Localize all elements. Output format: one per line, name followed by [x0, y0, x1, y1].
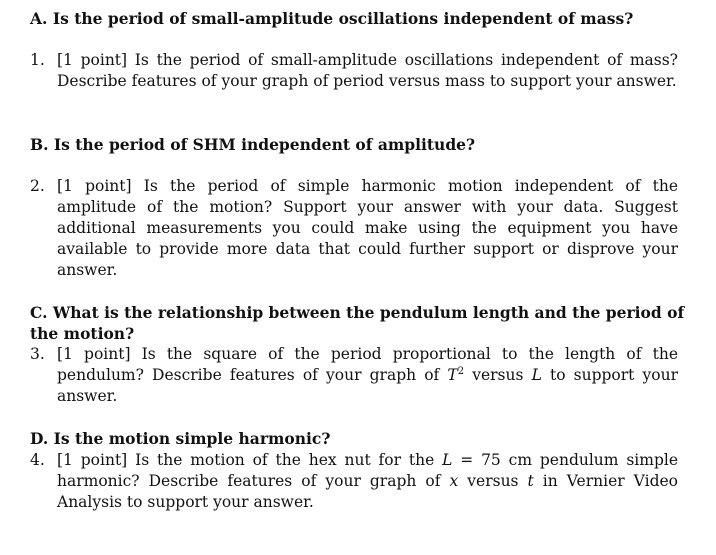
section-b-heading: B. Is the period of SHM independent of amplitude?: [30, 135, 476, 154]
math-x: x: [449, 472, 459, 490]
section-c-heading: C. What is the relationship between the pendulum length and the period of the motion?: [30, 303, 685, 343]
question-1-text: [1 point] Is the period of small-amplitude oscillations independent of mass? Describe features of your graph of period versus mass to support your answer.: [57, 51, 678, 90]
question-3-text-before: [1 point] Is the square of the period proportional to the length of the pendulum? Describe features of your graph of: [57, 345, 678, 384]
question-1-number: 1.: [30, 51, 45, 69]
question-4: [30, 450, 678, 513]
math-t: t: [527, 472, 534, 490]
question-3-number: 3.: [30, 345, 45, 363]
math-L: L: [442, 451, 453, 469]
math-exponent: 2: [457, 365, 465, 377]
question-4-text-eq: = 75 cm pendulum simple harmonic? Describe features of your graph of: [57, 451, 678, 490]
question-2-text: [1 point] Is the period of simple harmonic motion independent of the amplitude of the motion? Support your answer with your data. Suggest additional measurements you could make using the equipment you have available to provide more data that could further support or disprove your answer.: [57, 177, 678, 279]
math-L: L: [531, 366, 542, 384]
question-4-number: 4.: [30, 451, 45, 469]
question-4-text-mid: versus: [458, 472, 528, 490]
math-T: T: [447, 366, 458, 384]
question-2: [30, 176, 678, 281]
section-a-heading: A. Is the period of small-amplitude oscillations independent of mass?: [30, 9, 634, 28]
question-4-text-before: [1 point] Is the motion of the hex nut for the: [57, 451, 443, 469]
question-3-text-mid: versus: [464, 366, 532, 384]
question-3-text: [57, 344, 678, 407]
question-3: [30, 344, 678, 407]
question-4-text-after: in Vernier Video Analysis to support your answer.: [57, 472, 678, 511]
question-4-text: [57, 450, 678, 513]
question-3-text-after: to support your answer.: [57, 366, 678, 405]
section-d-heading: D. Is the motion simple harmonic?: [30, 429, 331, 448]
question-1: [30, 50, 678, 92]
question-2-number: 2.: [30, 177, 45, 195]
